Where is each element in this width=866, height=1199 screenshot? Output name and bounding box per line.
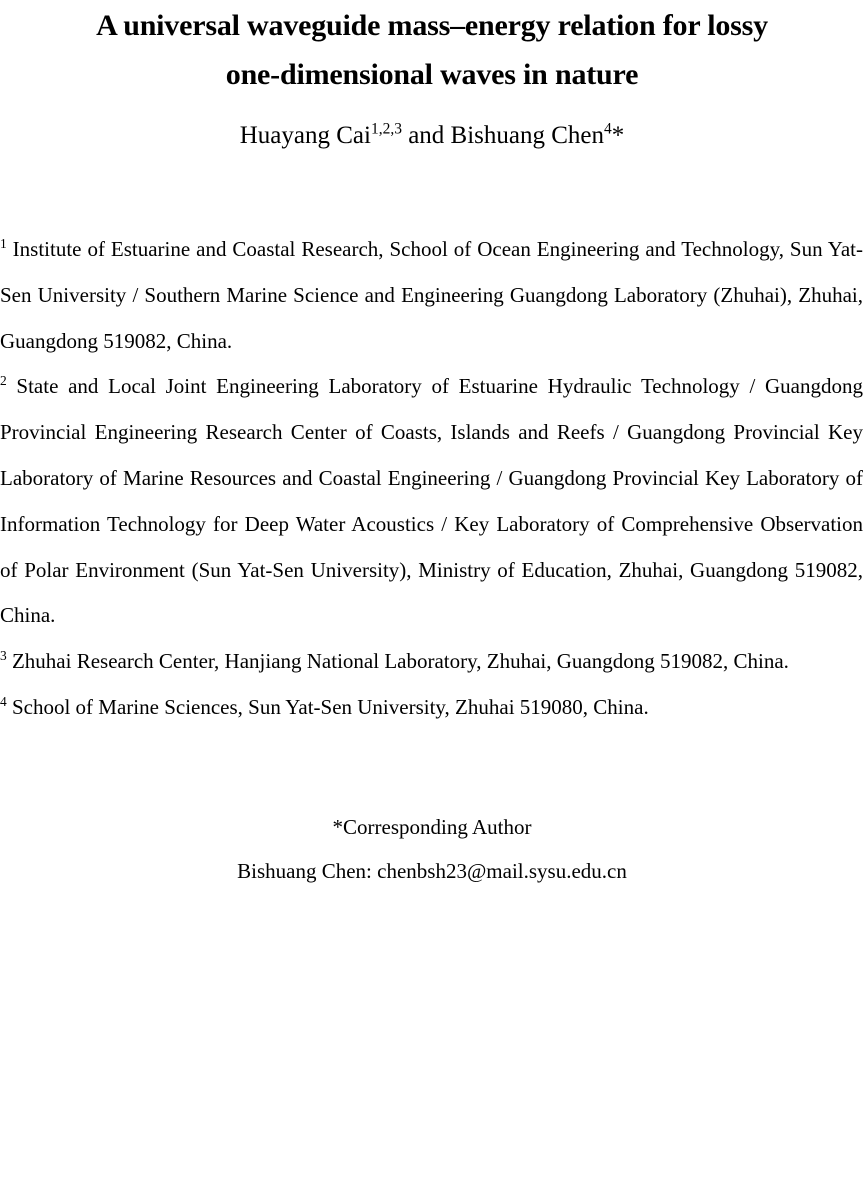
affiliation-text: Zhuhai Research Center, Hanjiang National Laboratory, Zhuhai, Guangdong 519082, China. [6,649,789,674]
corresponding-author-label: *Corresponding Author [332,814,532,839]
affiliation-marker: 1 [0,236,7,252]
author-name-1: Huayang Cai [239,122,371,150]
affiliation-item [0,227,864,364]
title-line-1: A universal waveguide mass–energy relation for lossy [96,9,768,42]
title-line-2: one-dimensional waves in nature [225,57,639,91]
affiliation-list [0,151,864,730]
affiliation-text: Institute of Estuarine and Coastal Research, School of Ocean Engineering and Technology, Sun Yat-Sen University / Southern Marine Science and Engineering Guangdong Laboratory (Zhuhai), Zhuhai, Guangdong 519082, China. [0,237,863,353]
affiliation-marker: 3 [0,648,7,664]
author-list [0,99,864,151]
affiliation-item [0,639,864,685]
affiliation-text: State and Local Joint Engineering Laboratory of Estuarine Hydraulic Technology / Guangdong Provincial Engineering Research Center of Coasts, Islands and Reefs / Guangdong Provincial Key Laboratory of Marine Resources and Coastal Engineering / Guangdong Provincial Key Laboratory of Information Technology for Deep Water Acoustics / Key Laboratory of Comprehensive Observation of Polar Environment (Sun Yat-Sen University), Ministry of Education, Zhuhai, Guangdong 519082, China. [0,374,863,628]
affiliation-item [0,364,864,639]
author-conjunction: and [401,122,451,150]
author-name-2: Bishuang Chen [450,122,605,150]
affiliation-marker: 4 [0,693,7,709]
page-title [0,0,864,99]
author-affiliation-marker-1: 1,2,3 [370,120,402,138]
author-affiliation-marker-2: 4 [604,120,612,138]
affiliation-item [0,685,864,731]
corresponding-author-star: * [611,122,625,150]
corresponding-author-email: Bishuang Chen: chenbsh23@mail.sysu.edu.cn [237,858,627,883]
affiliation-marker: 2 [0,373,7,389]
affiliation-text: School of Marine Sciences, Sun Yat-Sen University, Zhuhai 519080, China. [6,694,649,719]
